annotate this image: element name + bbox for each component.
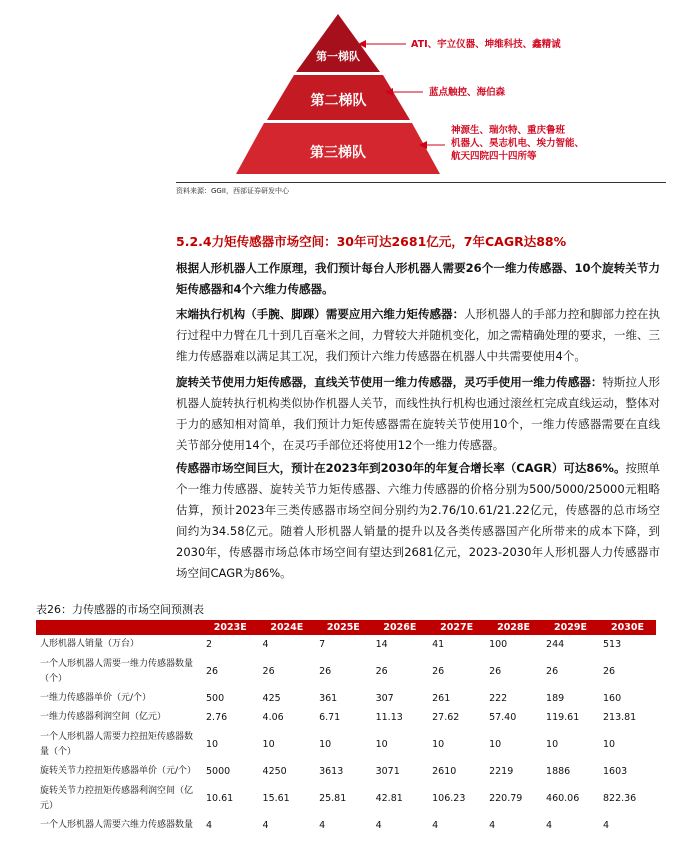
table-cell: 189	[546, 693, 565, 704]
row-label: 旋转关节力控扭矩传感器单价（元/个）	[40, 766, 197, 776]
pyramid-figure	[0, 0, 687, 180]
paragraph-2	[176, 304, 660, 367]
header-cell: 2028E	[485, 620, 542, 635]
table-cell: 26	[262, 666, 275, 677]
table-row	[36, 762, 656, 781]
table-cell: 10	[432, 739, 445, 750]
table-cell: 42.81	[375, 793, 403, 804]
table-cell: 261	[432, 693, 451, 704]
table-cell: 10	[206, 739, 219, 750]
table-cell: 10.61	[206, 793, 234, 804]
table-cell: 4	[489, 820, 496, 831]
table-cell: 244	[546, 639, 565, 650]
table-cell: 106.23	[432, 793, 466, 804]
table-cell: 220.79	[489, 793, 523, 804]
table-cell: 57.40	[489, 712, 517, 723]
table-cell: 2.76	[206, 712, 228, 723]
header-cell: 2030E	[599, 620, 656, 635]
figure-source: 资料来源：GGII，西部证券研发中心	[176, 187, 289, 195]
table-cell: 2	[206, 639, 213, 650]
table-cell: 11.13	[375, 712, 403, 723]
paragraph-4	[176, 458, 660, 584]
table-cell: 4	[262, 639, 269, 650]
section-title: 5.2.4力矩传感器市场空间：30年可达2681亿元，7年CAGR达88%	[176, 234, 567, 249]
paragraph-2-body: 人形机器人的手部力控和脚部力控在执行过程中力臂在几十到几百毫米之间，力臂较大并随机变化，加之需精确处理的要求，一维、三维力传感器难以满足其工况，我们预计六维力传感器在机器人中共需要使用4个。	[176, 307, 660, 363]
tier-label-3: 第三梯队	[310, 145, 366, 161]
table-cell: 3613	[319, 766, 344, 777]
row-label: 一个人形机器人需要六维力传感器数量	[40, 820, 194, 830]
header-cell: 2023E	[202, 620, 259, 635]
table-row	[36, 635, 656, 654]
table-row	[36, 727, 656, 762]
table-cell: 25.81	[319, 793, 347, 804]
market-forecast-table	[36, 620, 656, 835]
table-cell: 4250	[262, 766, 287, 777]
table-cell: 4	[206, 820, 213, 831]
table-cell: 4.06	[262, 712, 284, 723]
table-cell: 10	[489, 739, 502, 750]
paragraph-4-lead: 传感器市场空间巨大，预计在2023年到2030年的年复合增长率（CAGR）可达86%。	[176, 461, 626, 475]
table-cell: 27.62	[432, 712, 460, 723]
table-cell: 26	[489, 666, 502, 677]
paragraph-3	[176, 372, 660, 456]
callout-tier-1: ATI、宇立仪器、坤维科技、鑫精诚	[411, 39, 561, 50]
table-row	[36, 689, 656, 708]
table-cell: 822.36	[602, 793, 637, 804]
table-cell: 10	[602, 739, 616, 750]
header-cell: 2024E	[259, 620, 316, 635]
table-cell: 4	[262, 820, 269, 831]
table-row	[36, 816, 656, 835]
table-cell: 100	[489, 639, 508, 650]
table-cell: 4	[546, 820, 553, 831]
header-cell: 2025E	[315, 620, 372, 635]
header-cell: 2029E	[542, 620, 599, 635]
table-cell: 361	[319, 693, 338, 704]
row-label: 旋转关节力控扭矩传感器利润空间（亿元）	[40, 785, 194, 811]
table-cell: 26	[375, 666, 388, 677]
table-cell: 4	[602, 820, 610, 831]
table-cell: 10	[319, 739, 332, 750]
table-cell: 26	[602, 666, 616, 677]
header-cell	[36, 620, 202, 635]
table-cell: 2610	[432, 766, 457, 777]
table-cell: 26	[546, 666, 559, 677]
figure-top-rule	[176, 182, 666, 183]
table-cell: 5000	[206, 766, 231, 777]
row-label: 一个人形机器人需要力控扭矩传感器数量（个）	[40, 731, 194, 757]
tier-label-1: 第一梯队	[316, 50, 360, 63]
header-cell: 2026E	[372, 620, 429, 635]
table-cell: 26	[432, 666, 445, 677]
table-cell: 26	[206, 666, 219, 677]
table-cell: 3071	[375, 766, 400, 777]
table-cell: 7	[319, 639, 326, 650]
table-cell: 222	[489, 693, 508, 704]
table-cell: 4	[319, 820, 326, 831]
paragraph-3-lead: 旋转关节使用力矩传感器，直线关节使用一维力传感器，灵巧手使用一维力传感器：	[176, 375, 603, 389]
table-cell: 10	[262, 739, 275, 750]
table-cell: 500	[206, 693, 225, 704]
table-cell: 26	[319, 666, 332, 677]
table-cell: 425	[262, 693, 281, 704]
paragraph-3-body: 特斯拉人形机器人旋转执行机构类似协作机器人关节，而线性执行机构也通过滚丝杠完成直线运动，整体对于力的感知相对简单，我们预计力矩传感器需在旋转关节使用10个，一维力传感器需要在直线关节部分使用14个，在灵巧手部位还将使用12个一维力传感器。	[176, 375, 661, 452]
row-label: 人形机器人销量（万台）	[40, 639, 140, 649]
table-cell: 119.61	[546, 712, 580, 723]
table-cell: 460.06	[546, 793, 580, 804]
table-header-row	[36, 620, 656, 635]
table-cell: 307	[375, 693, 394, 704]
callout-tier-2: 蓝点触控、海伯森	[429, 87, 506, 98]
table-cell: 513	[602, 639, 622, 650]
row-label: 一个人形机器人需要一维力传感器数量（个）	[40, 658, 194, 684]
table-row	[36, 654, 656, 689]
table-row	[36, 708, 656, 727]
table-cell: 4	[432, 820, 439, 831]
row-label: 一维力传感器单价（元/个）	[40, 693, 152, 703]
table-cell: 41	[432, 639, 445, 650]
callout-tier-3: 神源生、瑞尔特、重庆鲁班 机器人、昊志机电、埃力智能、 航天四院四十四所等	[451, 125, 585, 162]
table-cell: 160	[602, 693, 622, 704]
table-cell: 2219	[489, 766, 514, 777]
paragraph-1-text: 根据人形机器人工作原理，我们预计每台人形机器人需要26个一维力传感器、10个旋转关节力矩传感器和4个六维力传感器。	[176, 261, 660, 296]
paragraph-2-lead: 末端执行机构（手腕、脚踝）需要应用六维力矩传感器：	[176, 307, 465, 321]
table-cell: 10	[375, 739, 388, 750]
table-cell: 10	[546, 739, 559, 750]
table-cell: 1603	[602, 766, 628, 777]
paragraph-4-body: 按照单个一维力传感器、旋转关节力矩传感器、六维力传感器的价格分别为500/5000/25000元粗略估算，预计2023年三类传感器市场空间分别约为2.76/10.61/21.22亿元，传感器的总市场空间约为34.58亿元。随着人形机器人销量的提升以及各类传感器国产化所带来的成本下降，到2030年，传感器市场总体市场空间有望达到2681亿元，2023-2030年人形机器人力传感器市场空间CAGR为86%。	[176, 461, 661, 580]
table-row	[36, 781, 656, 816]
table-cell: 4	[375, 820, 382, 831]
table-cell: 6.71	[319, 712, 341, 723]
tier-label-2: 第二梯队	[310, 93, 367, 109]
header-cell: 2027E	[428, 620, 485, 635]
row-label: 一维力传感器利润空间（亿元）	[40, 712, 167, 722]
paragraph-1	[176, 258, 660, 300]
table-cell: 14	[375, 639, 388, 650]
table-cell: 15.61	[262, 793, 290, 804]
table-cell: 1886	[546, 766, 571, 777]
table-title: 表26：力传感器的市场空间预测表	[36, 603, 204, 616]
table-cell: 213.81	[602, 712, 637, 723]
